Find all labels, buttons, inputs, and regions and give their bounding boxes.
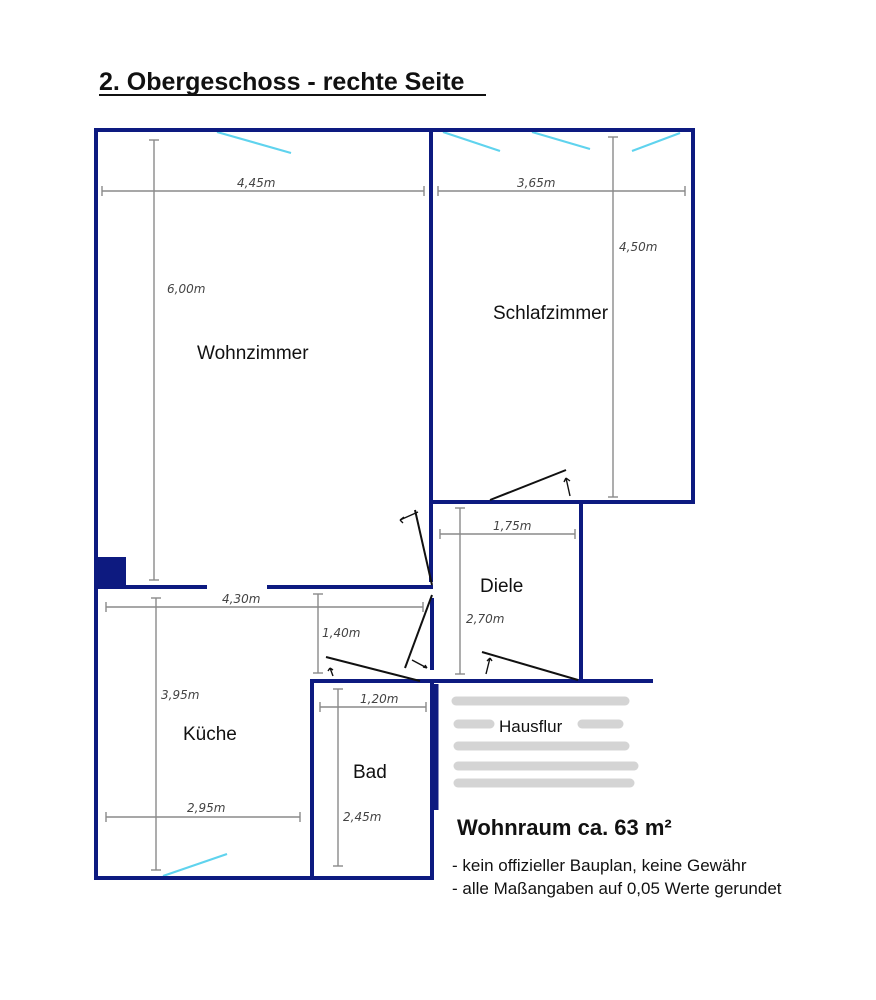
door-diele	[482, 652, 578, 680]
chimney	[96, 557, 126, 587]
dim-wohnzimmer-depth: 6,00m	[167, 282, 206, 296]
dim-kueche-depth: 3,95m	[161, 688, 200, 702]
door-schlafzimmer	[490, 470, 566, 500]
room-label-schlafzimmer: Schlafzimmer	[493, 303, 609, 324]
room-label-kueche: Küche	[183, 724, 237, 745]
room-label-bad: Bad	[353, 762, 387, 783]
window-schlafzimmer-sash-3	[632, 133, 680, 151]
dim-bad-width: 1,20m	[360, 692, 399, 706]
door-bad-swing	[328, 668, 333, 676]
window-schlafzimmer-sash-2	[532, 132, 590, 149]
door-diele-swing	[486, 658, 492, 674]
dim-diele-width: 1,75m	[493, 519, 532, 533]
hausflur-stairs	[456, 701, 634, 783]
window-wohnzimmer-sash	[217, 132, 291, 153]
door-bad	[326, 657, 420, 681]
living-area-total: Wohnraum ca. 63 m²	[457, 815, 672, 840]
dim-wohnzimmer-width: 4,45m	[237, 176, 276, 190]
dim-kueche-width-bottom: 2,95m	[187, 801, 226, 815]
dim-bad-depth: 2,45m	[343, 810, 382, 824]
dim-diele-depth: 2,70m	[466, 612, 505, 626]
room-label-wohnzimmer: Wohnzimmer	[197, 343, 309, 364]
dim-schlafzimmer-depth: 4,50m	[619, 240, 658, 254]
dim-schlafzimmer-width: 3,65m	[517, 176, 556, 190]
dim-kueche-width-top: 4,30m	[222, 592, 261, 606]
window-kueche-sash	[163, 854, 227, 876]
dim-corridor-depth: 1,40m	[322, 626, 361, 640]
door-kueche	[405, 595, 432, 668]
door-wohnzimmer-swing	[400, 512, 418, 523]
room-labels	[183, 303, 609, 783]
door-kueche-swing	[412, 660, 427, 668]
room-label-diele: Diele	[480, 576, 524, 597]
room-label-hausflur: Hausflur	[499, 717, 563, 736]
note-disclaimer: - kein offizieller Bauplan, keine Gewähr	[452, 856, 747, 875]
window-schlafzimmer-sash-1	[443, 132, 500, 151]
door-schlafzimmer-swing	[564, 478, 570, 496]
page-title: 2. Obergeschoss - rechte Seite	[99, 68, 465, 96]
note-rounding: - alle Maßangaben auf 0,05 Werte gerundet	[452, 879, 782, 898]
